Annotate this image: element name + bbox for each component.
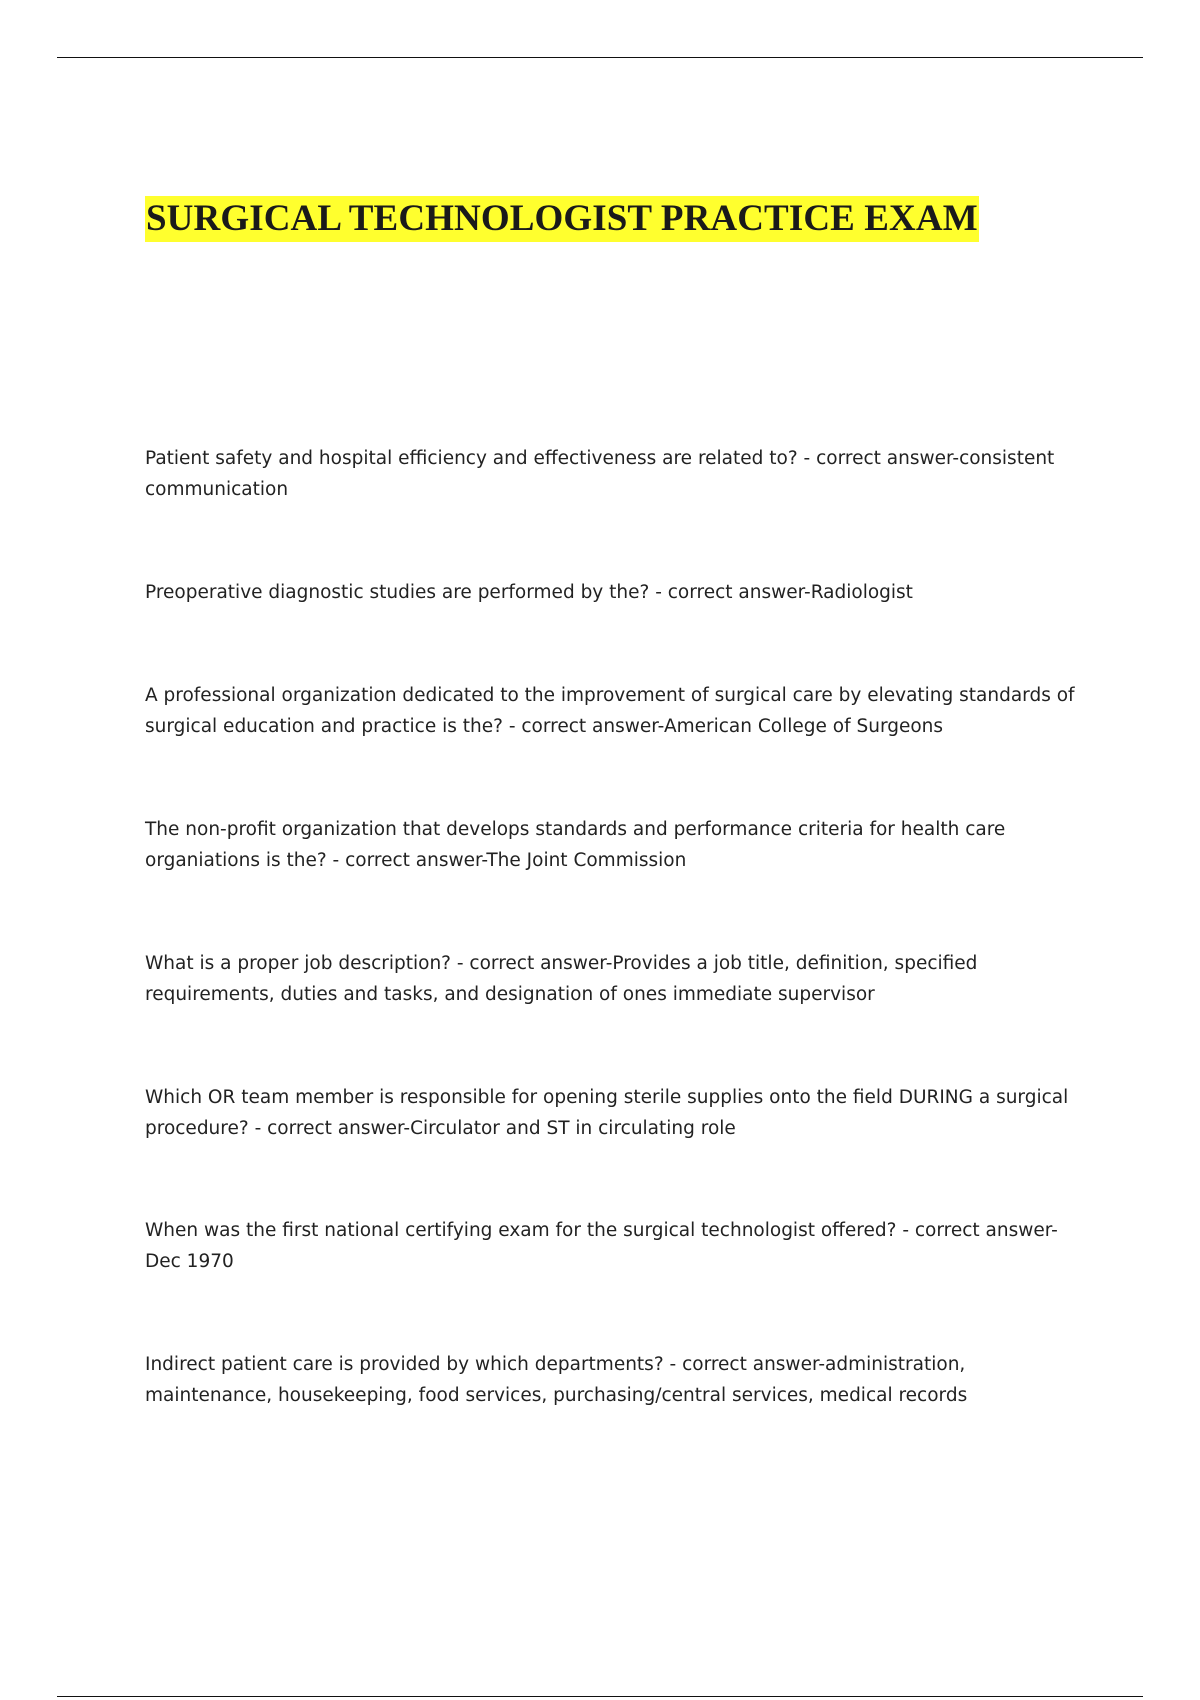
qa-item (145, 680, 1080, 742)
document-title: SURGICAL TECHNOLOGIST PRACTICE EXAM (145, 196, 979, 242)
qa-text: The non-profit organization that develops standards and performance criteria for health care organiations is the? - correct answer-The Joint Commission (145, 819, 1006, 871)
qa-text: Preoperative diagnostic studies are performed by the? - correct answer-Radiologist (145, 582, 913, 603)
qa-item (145, 948, 1080, 1010)
qa-item (145, 1215, 1080, 1277)
qa-text: Which OR team member is responsible for opening sterile supplies onto the field DURING a surgical procedure? - correct answer-Circulator and ST in circulating role (145, 1087, 1069, 1139)
qa-item (145, 443, 1080, 505)
footer-rule (57, 1696, 1143, 1697)
header-rule (57, 57, 1143, 58)
qa-item (145, 814, 1080, 876)
qa-text: What is a proper job description? - correct answer-Provides a job title, definition, specified requirements, duties and tasks, and designation of ones immediate supervisor (145, 953, 978, 1005)
qa-item (145, 577, 1080, 608)
qa-text: A professional organization dedicated to the improvement of surgical care by elevating standards of surgical education and practice is the? - correct answer-American College of Surgeons (145, 685, 1075, 737)
qa-text: When was the first national certifying exam for the surgical technologist offered? - correct answer-Dec 1970 (145, 1220, 1058, 1272)
qa-text: Patient safety and hospital efficiency and effectiveness are related to? - correct answer-consistent communication (145, 448, 1055, 500)
qa-item (145, 1349, 1080, 1411)
qa-text: Indirect patient care is provided by which departments? - correct answer-administration, maintenance, housekeeping, food services, purchasing/central services, medical records (145, 1354, 968, 1406)
title-block (145, 196, 979, 242)
qa-item (145, 1082, 1080, 1144)
